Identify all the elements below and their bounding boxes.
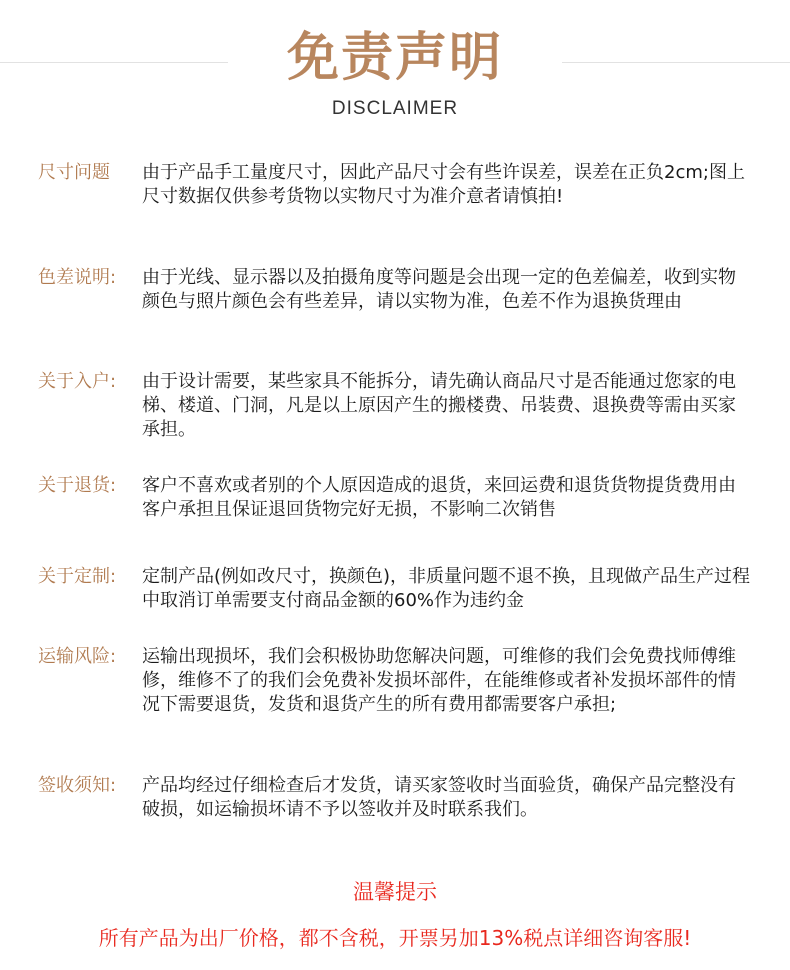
section-text: 客户不喜欢或者别的个人原因造成的退货，来回运费和退货货物提货费用由客户承担且保证退回货物完好无损，不影响二次销售 bbox=[142, 475, 736, 520]
section-label: 尺寸问题 bbox=[38, 162, 110, 183]
section-label: 运输风险: bbox=[38, 646, 117, 667]
header bbox=[0, 0, 790, 130]
section-label: 关于定制: bbox=[38, 566, 117, 587]
section-text: 由于设计需要，某些家具不能拆分，请先确认商品尺寸是否能通过您家的电梯、楼道、门洞，凡是以上原因产生的搬楼费、吊装费、退换费等需由买家承担。 bbox=[142, 371, 736, 440]
page-title: 免责声明 bbox=[286, 28, 503, 88]
section-label: 色差说明: bbox=[38, 267, 117, 288]
section-text: 产品均经过仔细检查后才发货，请买家签收时当面验货，确保产品完整没有破损，如运输损坏请不予以签收并及时联系我们。 bbox=[142, 775, 736, 820]
section-label: 关于退货: bbox=[38, 475, 117, 496]
section-label: 签收须知: bbox=[38, 775, 117, 796]
page-subtitle: DISCLAIMER bbox=[331, 98, 459, 119]
section-text: 定制产品(例如改尺寸，换颜色)，非质量问题不退不换，且现做产品生产过程中取消订单需要支付商品金额的60%作为违约金 bbox=[142, 566, 751, 611]
section-label: 关于入户: bbox=[38, 371, 117, 392]
section-text: 由于产品手工量度尺寸，因此产品尺寸会有些许误差，误差在正负2cm;图上尺寸数据仅供参考货物以实物尺寸为准介意者请慎拍! bbox=[142, 162, 745, 207]
section-text: 运输出现损坏，我们会积极协助您解决问题，可维修的我们会免费找师傅维修，维修不了的我们会免费补发损坏部件，在能维修或者补发损坏部件的情况下需要退货，发货和退货产生的所有费用都需要客户承担; bbox=[142, 646, 736, 715]
section-text: 由于光线、显示器以及拍摄角度等问题是会出现一定的色差偏差，收到实物颜色与照片颜色会有些差异，请以实物为准，色差不作为退换货理由 bbox=[142, 267, 736, 312]
tip-title: 温馨提示 bbox=[353, 880, 437, 904]
tip-text: 所有产品为出厂价格，都不含税，开票另加13%税点详细咨询客服! bbox=[98, 926, 692, 950]
